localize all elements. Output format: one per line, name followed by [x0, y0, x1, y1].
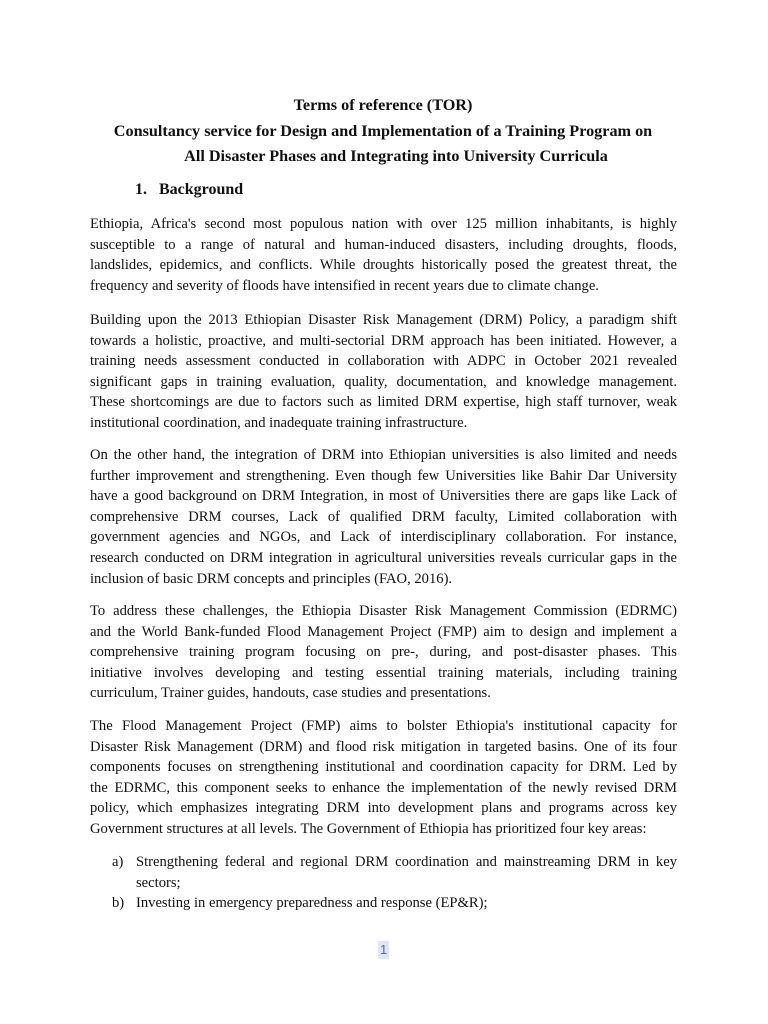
list-item — [90, 893, 677, 914]
text-line: inclusion of basic DRM concepts and principles (FAO, 2016). — [90, 570, 453, 587]
paragraph-5 — [90, 716, 677, 840]
list-marker: a) — [112, 854, 124, 870]
text-line: Ethiopia, Africa's second most populous nation with over 125 million inhabitants, is highly — [90, 216, 677, 232]
list-item — [90, 852, 677, 893]
text-line: significant gaps in training evaluation, quality, documentation, and knowledge management. — [90, 373, 677, 390]
paragraph-3 — [90, 445, 677, 589]
document-title — [88, 93, 678, 170]
text-line: comprehensive DRM courses, Lack of qualified DRM faculty, Limited collaboration with — [90, 508, 677, 525]
text-line: components focuses on strengthening institutional and coordination capacity for DRM. Led by — [90, 759, 677, 776]
text-line: The Flood Management Project (FMP) aims to bolster Ethiopia's institutional capacity for — [90, 718, 677, 734]
text-line: the EDRMC, this component seeks to enhance the implementation of the newly revised DRM — [90, 779, 677, 796]
section-number: 1. — [135, 181, 147, 198]
text-line: research conducted on DRM integration in agricultural universities reveals curricular gaps in the — [90, 549, 677, 566]
page-number: 1 — [380, 942, 388, 957]
text-line: Government structures at all levels. The Government of Ethiopia has prioritized four key areas: — [90, 820, 647, 837]
text-line: Disaster Risk Management (DRM) and flood risk mitigation in targeted basins. One of its four — [90, 738, 677, 755]
list-marker: b) — [112, 895, 125, 912]
text-line: further improvement and strengthening. Even though few Universities like Bahir Dar University — [90, 467, 677, 484]
text-line: Building upon the 2013 Ethiopian Disaster Risk Management (DRM) Policy, a paradigm shift — [90, 312, 677, 328]
text-line: susceptible to a range of natural and human-induced disasters, including droughts, floods, — [90, 236, 677, 253]
text-line: and the World Bank-funded Flood Management Project (FMP) aim to design and implement a — [90, 623, 677, 640]
text-line: To address these challenges, the Ethiopia Disaster Risk Management Commission (EDRMC) — [90, 603, 677, 619]
text-line: frequency and severity of floods have intensified in recent years due to climate change. — [90, 277, 599, 294]
section-title: Background — [159, 181, 244, 198]
text-line: comprehensive training program focusing on pre-, during, and post-disaster phases. This — [90, 644, 677, 661]
text-line: government agencies and NGOs, and Lack of interdisciplinary collaboration. For instance, — [90, 529, 677, 546]
text-line: training needs assessment conducted in collaboration with ADPC in October 2021 revealed — [90, 353, 677, 370]
text-line: have a good background on DRM Integration, in most of Universities there are gaps like Lack of — [90, 488, 677, 505]
section-heading — [135, 180, 243, 200]
paragraph-1 — [90, 214, 677, 296]
text-line: curriculum, Trainer guides, handouts, case studies and presentations. — [90, 685, 491, 702]
title-line: Terms of reference (TOR) — [293, 96, 473, 114]
title-line: Consultancy service for Design and Implementation of a Training Program on — [113, 121, 653, 140]
text-line: towards a holistic, proactive, and multi-sectorial DRM approach has been initiated. However, a — [90, 332, 677, 349]
paragraph-2 — [90, 310, 677, 434]
priority-list — [90, 852, 677, 914]
text-line: Strengthening federal and regional DRM coordination and mainstreaming DRM in key — [136, 854, 677, 870]
text-line: initiative involves developing and testing essential training materials, including training — [90, 664, 677, 681]
text-line: sectors; — [136, 874, 181, 891]
text-line: landslides, epidemics, and conflicts. While droughts historically posed the greatest threat, the — [90, 257, 677, 274]
text-line: Investing in emergency preparedness and response (EP&R); — [136, 895, 488, 912]
title-line: All Disaster Phases and Integrating into University Curricula — [184, 147, 608, 165]
text-line: policy, which emphasizes integrating DRM into development plans and programs across key — [90, 800, 677, 817]
text-line: institutional coordination, and inadequate training infrastructure. — [90, 414, 468, 431]
text-line: On the other hand, the integration of DRM into Ethiopian universities is also limited and needs — [90, 447, 677, 463]
text-line: These shortcomings are due to factors such as limited DRM expertise, high staff turnover, weak — [90, 394, 677, 411]
paragraph-4 — [90, 601, 677, 704]
